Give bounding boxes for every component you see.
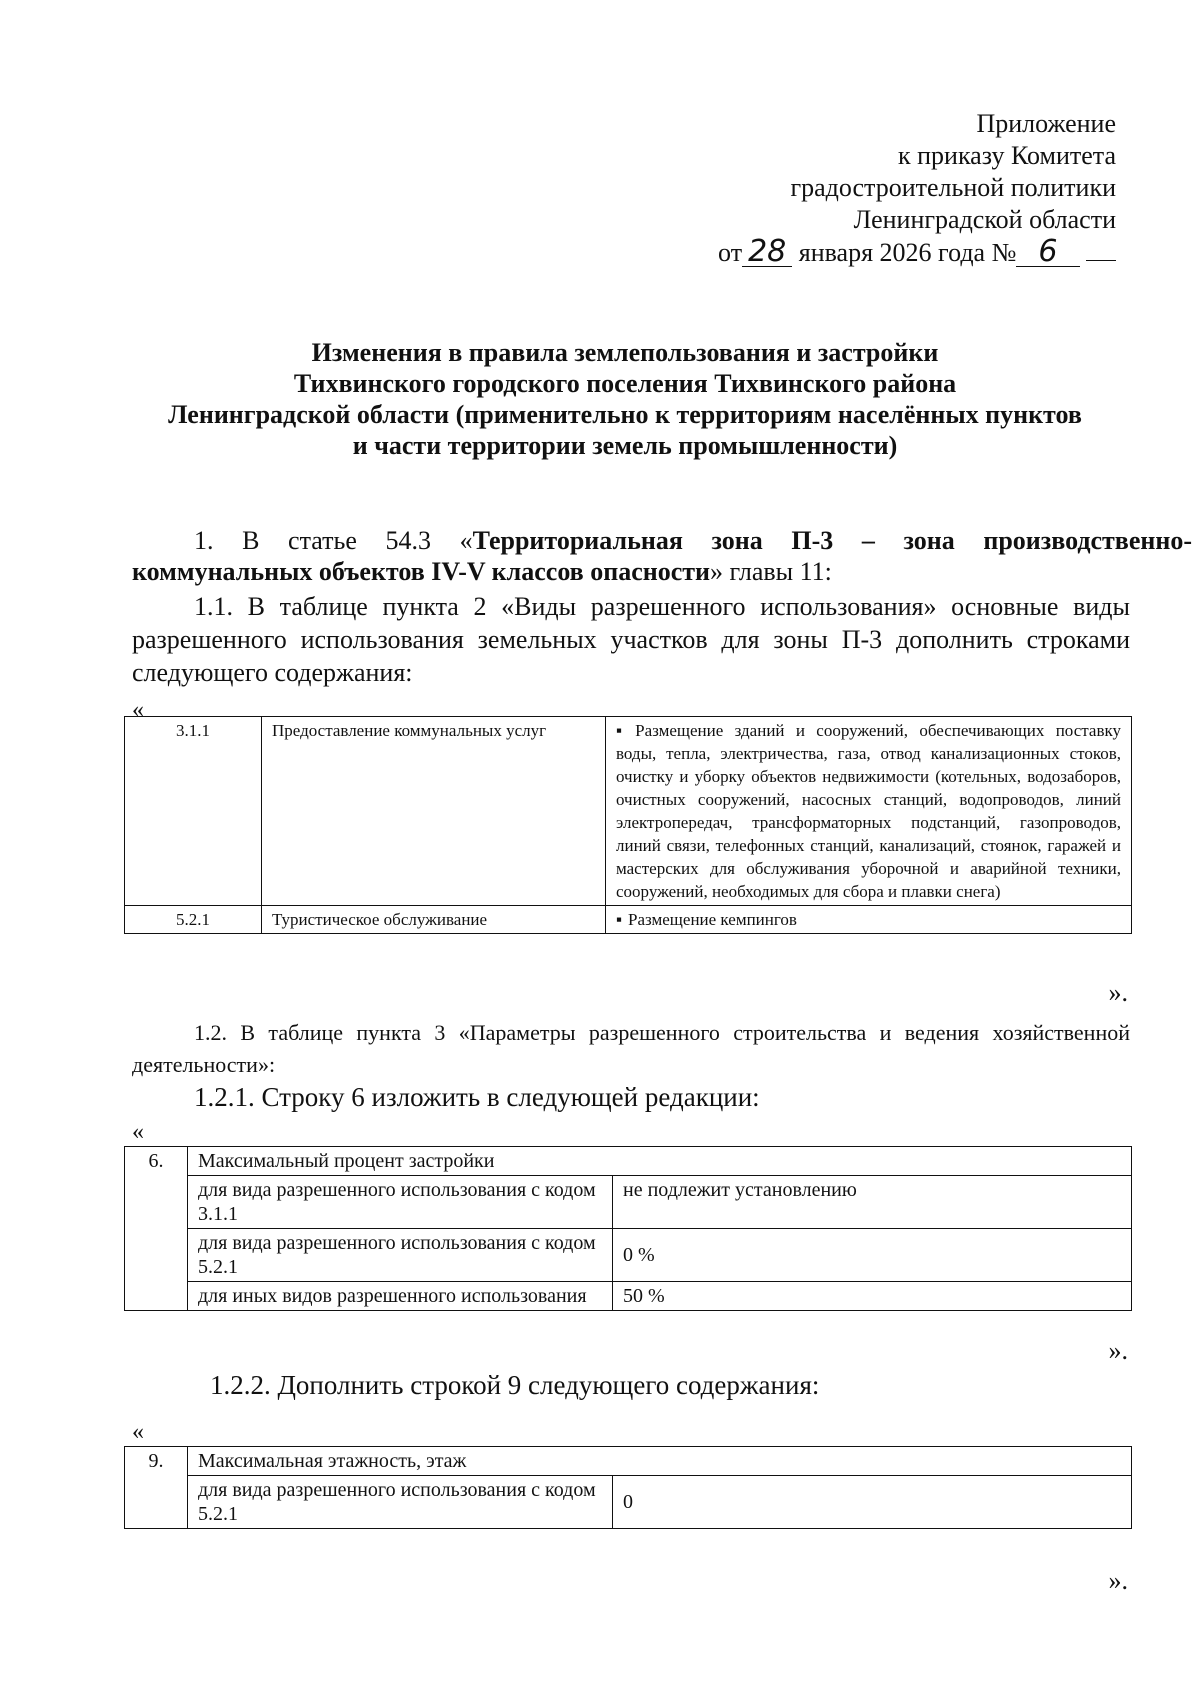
description-text: Размещение кемпингов [628,910,797,929]
section-1-line-1 [132,525,1192,556]
row-number: 9. [125,1447,188,1529]
table-row [125,1476,1132,1529]
quote-open-2: « [132,1119,144,1145]
parameter-label: для иных видов разрешенного использования [188,1282,613,1311]
title-line-4: и части территории земель промышленности) [352,431,898,460]
appendix-date-line [718,236,1116,269]
table-row [125,1447,1132,1476]
item-1-2: 1.2. В таблице пункта 3 «Параметры разрешенного строительства и ведения хозяйственной деятельности»: [132,1020,1130,1077]
quote-open-3: « [132,1419,144,1445]
item-1-2-2: 1.2.2. Дополнить строкой 9 следующего содержания: [210,1370,820,1400]
appendix-line-3: градостроительной политики [790,173,1116,202]
parameter-value: 0 % [613,1229,1132,1282]
chapter-reference: » главы 11: [710,557,832,586]
floors-table [124,1446,1132,1529]
zone-name-part-2: коммунальных объектов IV-V классов опасности [132,557,711,586]
table-row [125,1229,1132,1282]
number-blank [1086,236,1116,261]
parameter-label: для вида разрешенного использования с кодом 5.2.1 [188,1229,613,1282]
land-use-name: Предоставление коммунальных услуг [262,717,606,906]
parameter-label: для вида разрешенного использования с кодом 5.2.1 [188,1476,613,1529]
quote-close-2: ». [1108,1336,1128,1365]
land-use-code: 5.2.1 [125,906,262,934]
quote-close-1: ». [1108,978,1128,1007]
land-use-table [124,716,1132,934]
land-use-description [606,906,1132,934]
parameter-header: Максимальная этажность, этаж [188,1447,1132,1476]
section-1-text: 1. В статье 54.3 « [194,526,473,555]
parameter-label: для вида разрешенного использования с кодом 3.1.1 [188,1176,613,1229]
appendix-line-4: Ленинградской области [853,205,1116,234]
table-row [125,906,1132,934]
table-row [125,1147,1132,1176]
appendix-header [718,108,1116,269]
date-middle: января 2026 года № [798,238,1017,267]
handwritten-day: 28 [742,238,792,267]
parameter-value: 50 % [613,1282,1132,1311]
parameter-value: 0 [613,1476,1132,1529]
table-row [125,717,1132,906]
description-text: Размещение зданий и сооружений, обеспечивающих поставку воды, тепла, электричества, газа, отвод канализационных стоков, очистку и уборку объектов недвижимости (котельных, водозаборов, очистных сооружений, насосных станций, водопроводов, линий электропередач, трансформаторных подстанций, газопроводов, линий связи, телефонных станций, канализаций, стоянок, гаражей и мастерских для обслуживания уборочной и аварийной техники, сооружений, необходимых для сбора и плавки снега) [616,721,1121,901]
item-1-1: 1.1. В таблице пункта 2 «Виды разрешенного использования» основные виды разрешенного использования земельных участков для зоны П-3 дополнить строками следующего содержания: [132,592,1130,687]
document-title [120,337,1130,461]
land-use-code: 3.1.1 [125,717,262,906]
parameter-value: не подлежит установлению [613,1176,1132,1229]
section-1-line-2 [132,556,1130,587]
build-percent-table [124,1146,1132,1311]
bullet-icon: ▪ [616,910,623,929]
title-line-3: Ленинградской области (применительно к территориям населённых пунктов [168,400,1082,429]
table-row [125,1282,1132,1311]
table-row [125,1176,1132,1229]
parameter-header: Максимальный процент застройки [188,1147,1132,1176]
date-prefix: от [718,238,743,267]
appendix-line-1: Приложение [976,109,1116,138]
title-line-2: Тихвинского городского поселения Тихвинского района [293,369,957,398]
land-use-description [606,717,1132,906]
bullet-icon: ▪ [616,721,630,740]
land-use-name: Туристическое обслуживание [262,906,606,934]
quote-close-3: ». [1108,1566,1128,1595]
appendix-line-2: к приказу Комитета [897,141,1116,170]
handwritten-number: 6 [1016,238,1079,267]
item-1-2-1: 1.2.1. Строку 6 изложить в следующей редакции: [194,1082,760,1112]
quote-open-1: « [132,697,144,723]
zone-name-part-1: Территориальная зона П-3 – зона производственно- [472,526,1192,555]
title-line-1: Изменения в правила землепользования и застройки [311,338,939,367]
row-number: 6. [125,1147,188,1311]
